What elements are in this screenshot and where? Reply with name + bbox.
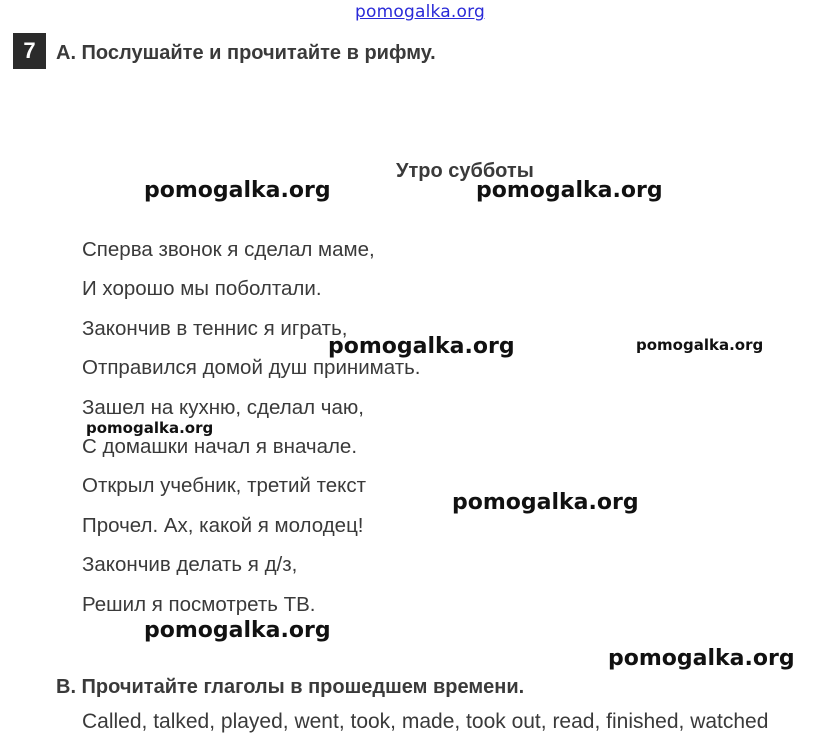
watermark: pomogalka.org	[636, 336, 764, 354]
poem-line: Решил я посмотреть ТВ.	[82, 592, 316, 616]
watermark: pomogalka.org	[476, 178, 663, 203]
watermark: pomogalka.org	[86, 419, 214, 437]
source-watermark-link[interactable]: pomogalka.org	[355, 2, 485, 22]
poem-title: Утро субботы	[396, 160, 534, 182]
poem-line: Зашел на кухню, сделал чаю,	[82, 395, 364, 419]
poem-line: С домашки начал я вначале.	[82, 434, 358, 458]
watermark: pomogalka.org	[608, 646, 795, 671]
poem-line: Сперва звонок я сделал маме,	[82, 238, 375, 261]
watermark: pomogalka.org	[144, 618, 331, 643]
poem-line: И хорошо мы поболтали.	[82, 277, 322, 301]
task-heading-b: B. Прочитайте глаголы в прошедшем времени.	[56, 676, 525, 698]
task-number-badge: 7	[13, 33, 46, 69]
task-heading-a: A. Послушайте и прочитайте в рифму.	[56, 42, 436, 64]
poem-line: Прочел. Ах, какой я молодец!	[82, 513, 364, 537]
watermark: pomogalka.org	[452, 490, 639, 515]
poem-line: Открыл учебник, третий текст	[82, 474, 366, 498]
watermark: pomogalka.org	[328, 334, 515, 359]
past-tense-verbs-line: Called, talked, played, went, took, made, took out, read, finished, watched	[82, 710, 769, 733]
poem-line: Закончив в теннис я играть,	[82, 316, 348, 340]
poem-line: Закончив делать я д/з,	[82, 553, 298, 577]
watermark: pomogalka.org	[144, 178, 331, 203]
poem-line: Отправился домой душ принимать.	[82, 356, 421, 380]
